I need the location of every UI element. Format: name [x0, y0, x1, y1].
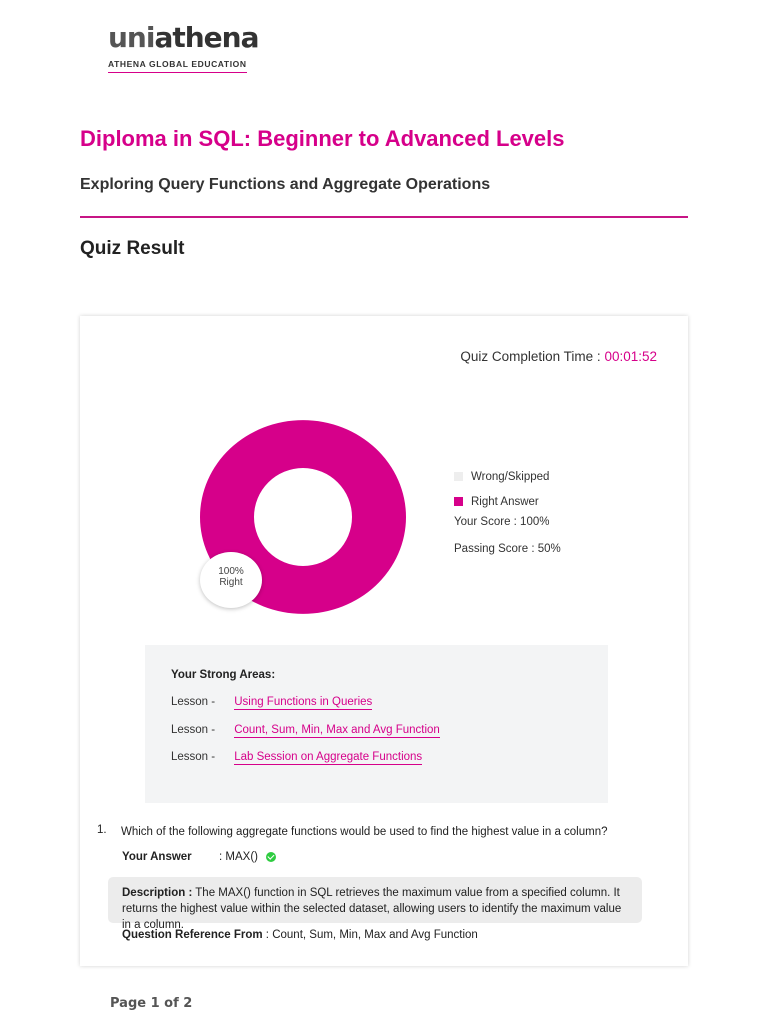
lesson-row	[171, 751, 591, 763]
lesson-prefix: Lesson -	[171, 696, 216, 708]
donut-tooltip	[200, 552, 262, 608]
completion-label: Quiz Completion Time :	[460, 349, 601, 364]
reference-label: Question Reference From	[122, 929, 263, 941]
answer-separator: :	[219, 851, 223, 863]
module-title: Exploring Query Functions and Aggregate Operations	[80, 176, 491, 193]
header-divider	[80, 216, 688, 218]
completion-value: 00:01:52	[604, 349, 657, 364]
logo-tagline: ATHENA GLOBAL EDUCATION	[108, 59, 247, 73]
lesson-prefix: Lesson -	[171, 751, 216, 763]
page-number: Page 1 of 2	[110, 996, 193, 1011]
legend-swatch-right	[454, 497, 463, 506]
legend-item-right	[454, 489, 549, 514]
chart-legend	[454, 464, 549, 514]
your-score: Your Score : 100%	[454, 516, 550, 528]
lesson-row	[171, 724, 591, 736]
legend-item-wrong	[454, 464, 549, 489]
answer-row	[122, 851, 276, 863]
course-title: Diploma in SQL: Beginner to Advanced Levels	[80, 126, 565, 151]
legend-label-wrong: Wrong/Skipped	[471, 470, 550, 483]
tooltip-label: Right	[219, 577, 243, 588]
strong-areas-panel	[145, 645, 608, 803]
passing-score: Passing Score : 50%	[454, 543, 561, 555]
answer-label: Your Answer	[122, 851, 192, 863]
tooltip-percent: 100%	[218, 566, 244, 577]
section-title: Quiz Result	[80, 238, 185, 259]
answer-description	[108, 877, 642, 931]
lesson-link[interactable]: Count, Sum, Min, Max and Avg Function	[234, 724, 440, 736]
question-text: Which of the following aggregate functions would be used to find the highest value in a column?	[121, 826, 608, 838]
logo-wordmark: uniathena	[108, 21, 259, 54]
answer-value: MAX()	[225, 851, 258, 863]
completion-time	[460, 349, 657, 364]
brand-logo	[108, 22, 258, 73]
question-number: 1.	[97, 824, 107, 836]
strong-areas-heading: Your Strong Areas:	[171, 669, 276, 681]
lesson-row	[171, 696, 591, 708]
result-card	[80, 316, 688, 966]
reference-row	[122, 929, 478, 941]
reference-value: Count, Sum, Min, Max and Avg Function	[272, 929, 478, 941]
legend-label-right: Right Answer	[471, 495, 539, 508]
reference-separator: :	[265, 929, 269, 941]
legend-swatch-wrong	[454, 472, 463, 481]
lesson-link[interactable]: Lab Session on Aggregate Functions	[234, 751, 423, 763]
description-label: Description :	[122, 887, 193, 899]
check-icon	[266, 852, 276, 862]
lesson-link[interactable]: Using Functions in Queries	[234, 696, 373, 708]
lesson-prefix: Lesson -	[171, 724, 216, 736]
description-text: The MAX() function in SQL retrieves the maximum value from a specified column. It returns the highest value within the selected dataset, allowing users to identify the maximum value in a column.	[122, 887, 622, 931]
